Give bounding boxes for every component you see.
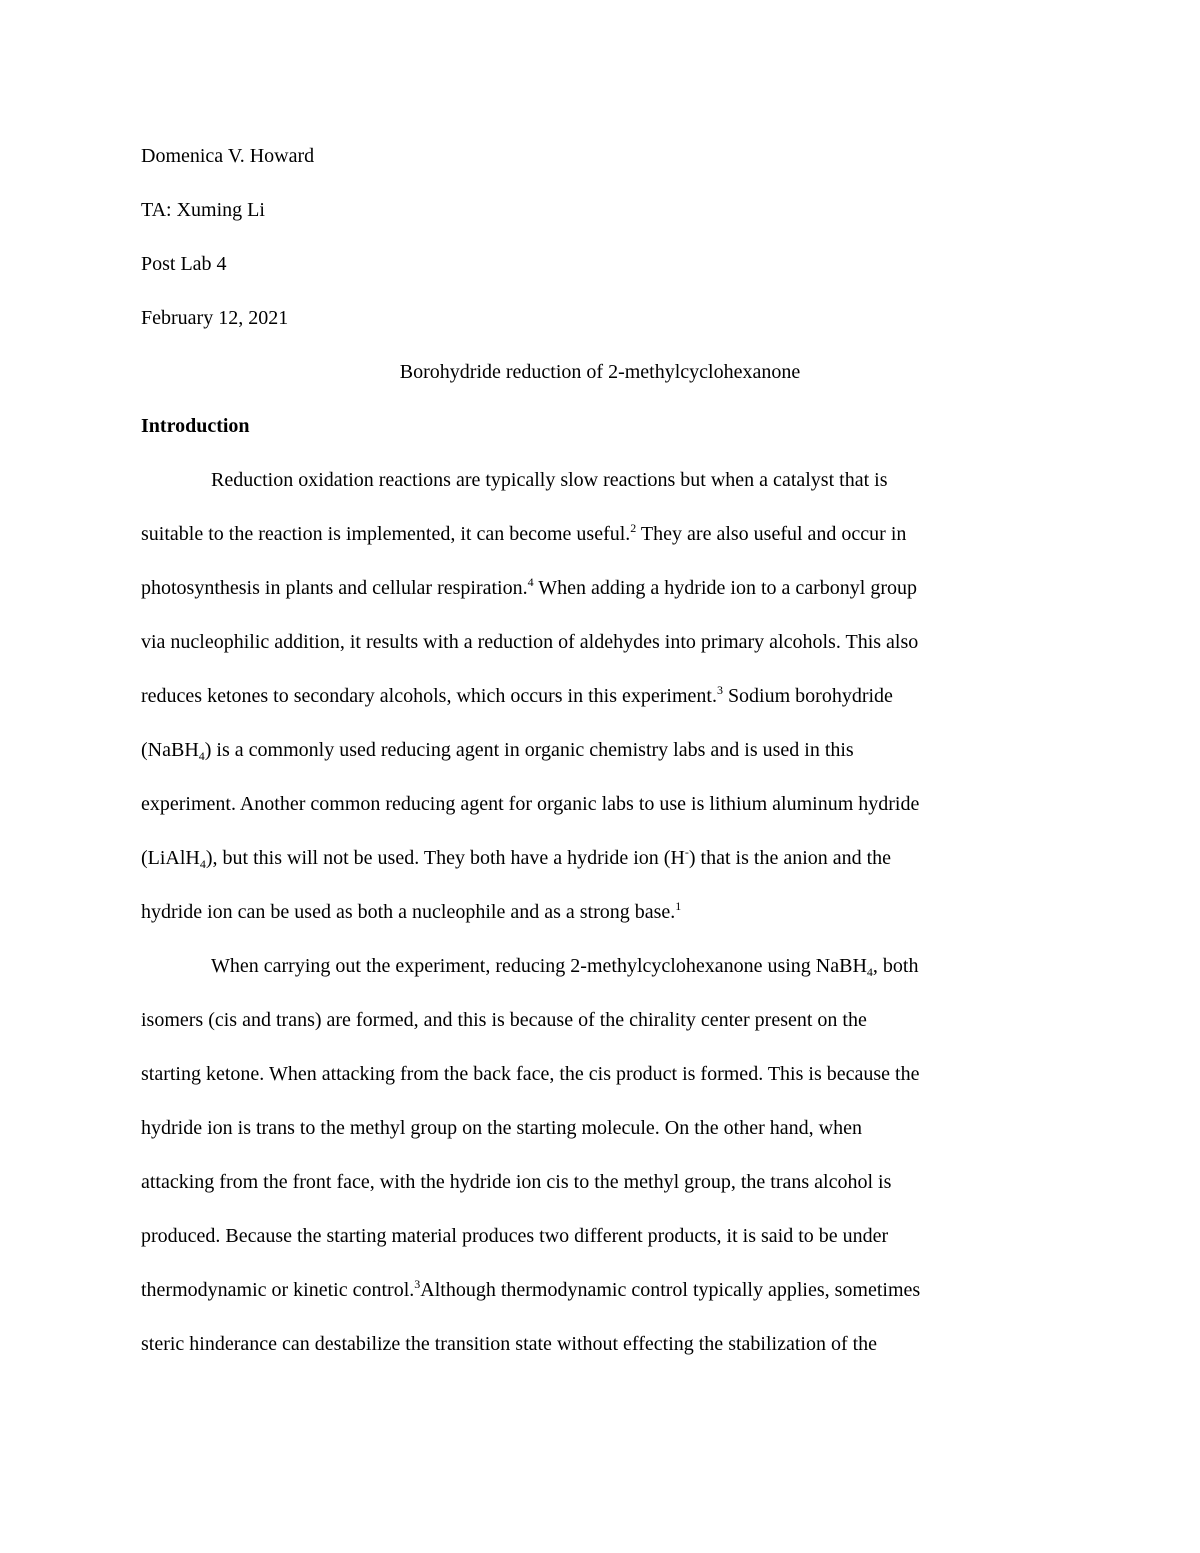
text-line [141,462,1059,516]
citation-ref: 3 [716,683,723,697]
text-span: Although thermodynamic control typically applies, sometimes [420,1279,921,1301]
text-span: When carrying out the experiment, reducing 2-methylcyclohexanone using NaBH [211,955,867,977]
text-span: starting ketone. When attacking from the back face, the cis product is formed. This is because the [141,1063,920,1085]
text-span: hydride ion is trans to the methyl group on the starting molecule. On the other hand, when [141,1117,862,1139]
subscript: 4 [199,857,206,871]
text-line [141,678,1059,732]
text-line [141,1218,1059,1272]
text-line [141,1272,1059,1326]
text-line [141,948,1059,1002]
text-span: steric hinderance can destabilize the transition state without effecting the stabilization of the [141,1333,878,1355]
ta-name: TA: Xuming Li [141,199,265,221]
text-span: photosynthesis in plants and cellular respiration. [141,577,528,599]
section-heading-introduction: Introduction [141,415,250,437]
citation-ref: 2 [630,521,637,535]
text-span: thermodynamic or kinetic control. [141,1279,415,1301]
document-date: February 12, 2021 [141,307,289,329]
text-span: , both [872,955,919,977]
paragraph-2 [141,948,1059,1380]
author-name: Domenica V. Howard [141,145,315,167]
text-line [141,1002,1059,1056]
text-span: isomers (cis and trans) are formed, and this is because of the chirality center present on the [141,1009,867,1031]
text-span: attacking from the front face, with the hydride ion cis to the methyl group, the trans alcohol is [141,1171,892,1193]
subscript: 4 [866,965,873,979]
text-line [141,786,1059,840]
text-span: hydride ion can be used as both a nucleophile and as a strong base. [141,901,676,923]
text-span: ), but this will not be used. They both have a hydride ion (H [205,847,685,869]
text-span: ) is a commonly used reducing agent in organic chemistry labs and is used in this [204,739,854,761]
citation-ref: 3 [414,1277,421,1291]
subscript: 4 [198,749,205,763]
citation-ref: 1 [675,899,682,913]
text-span: (NaBH [141,739,199,761]
text-span: via nucleophilic addition, it results with a reduction of aldehydes into primary alcohols. This also [141,631,919,653]
paragraph-1 [141,462,1059,948]
superscript: - [684,845,689,859]
text-span: produced. Because the starting material produces two different products, it is said to be under [141,1225,889,1247]
text-span: suitable to the reaction is implemented, it can become useful. [141,523,631,545]
text-span: (LiAlH [141,847,200,869]
text-line [141,1056,1059,1110]
text-span: ) that is the anion and the [688,847,892,869]
text-span: Reduction oxidation reactions are typically slow reactions but when a catalyst that is [211,469,888,491]
text-span: They are also useful and occur in [636,523,907,545]
citation-ref: 4 [527,575,534,589]
text-line [141,516,1059,570]
document-title: Borohydride reduction of 2-methylcyclohexanone [399,361,801,383]
document-body [141,138,1059,1380]
text-line [141,1326,1059,1380]
text-line [141,570,1059,624]
text-line [141,1164,1059,1218]
text-line [141,840,1059,894]
text-line [141,624,1059,678]
text-line [141,894,1059,948]
text-span: reduces ketones to secondary alcohols, which occurs in this experiment. [141,685,717,707]
text-span: experiment. Another common reducing agent for organic labs to use is lithium aluminum hydride [141,793,920,815]
course-label: Post Lab 4 [141,253,227,275]
text-line [141,1110,1059,1164]
text-span: When adding a hydride ion to a carbonyl group [533,577,918,599]
text-span: Sodium borohydride [722,685,893,707]
text-line [141,732,1059,786]
